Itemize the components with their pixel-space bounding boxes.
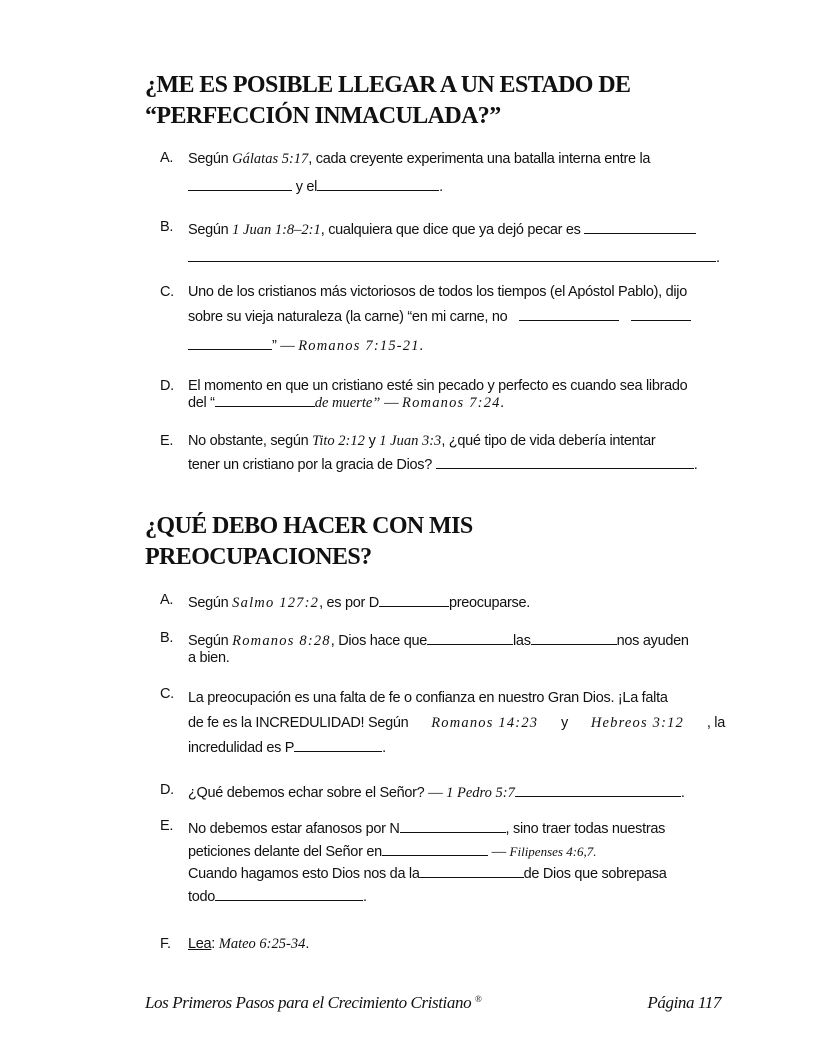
item-letter: D. [160,782,174,798]
question-2f: F. Lea: Mateo 6:25-34. [160,936,310,952]
item-letter: A. [160,592,174,608]
question-1b: B. Según 1 Juan 1:8–2:1, cualquiera que dice que ya dejó pecar es . [160,219,720,266]
answer-blank[interactable] [294,737,382,752]
footer-book-title: Los Primeros Pasos para el Crecimiento Cristiano ® [145,993,482,1012]
answer-blank[interactable] [188,335,272,350]
item-letter: E. [160,433,174,449]
answer-blank[interactable] [188,247,716,262]
answer-blank[interactable] [215,392,315,407]
scripture-reference: 1 Juan 3:3 [379,433,442,449]
item-letter: B. [160,219,174,235]
answer-blank[interactable] [382,841,488,856]
scripture-reference: Hebreos 3:12 [590,715,685,731]
item-letter: C. [160,686,174,702]
question-2b: B. Según Romanos 8:28, Dios hace que las nos ayuden a bien. [160,630,689,666]
section-2-title: ¿QUÉ DEBO HACER CON MIS PREOCUPACIONES? [145,513,473,570]
scripture-reference: Romanos 7:24. [402,395,506,411]
scripture-reference: Romanos 8:28 [232,633,331,649]
scripture-reference: Romanos 14:23 [431,715,539,731]
scripture-reference: 1 Juan 1:8–2:1 [232,222,321,238]
answer-blank[interactable] [188,176,292,191]
answer-blank[interactable] [531,630,617,645]
question-2e: E. No debemos estar afanosos por N , sino traer todas nuestras peticiones delante del Señor en — Filipenses 4:6,7. Cuando hagamos esto Dios nos da la de Dios que sobrepasa todo . [160,818,667,905]
scripture-reference: Romanos 7:15-21. [298,338,425,354]
scripture-reference: Salmo 127:2 [232,595,320,611]
answer-blank[interactable] [584,219,696,234]
answer-blank[interactable] [317,176,439,191]
scripture-reference: Gálatas 5:17 [232,151,309,167]
scripture-reference: Filipenses 4:6,7. [509,844,597,859]
question-2d: D. ¿Qué debemos echar sobre el Señor? — 1 Pedro 5:7 . [160,782,685,801]
registered-mark: ® [475,994,482,1004]
item-letter: B. [160,630,174,646]
scripture-reference: 1 Pedro 5:7 [446,785,515,801]
answer-blank[interactable] [515,782,681,797]
question-1e: E. No obstante, según Tito 2:12 y 1 Juan 3:3, ¿qué tipo de vida debería intentar tener un cristiano por la gracia de Dios? . [160,433,698,473]
question-1a: A. Según Gálatas 5:17, cada creyente experimenta una batalla interna entre la y el . [160,150,651,195]
section-1-title: ¿ME ES POSIBLE LLEGAR A UN ESTADO DE “PERFECCIÓN INMACULADA?” [145,72,631,129]
scripture-reference: Tito 2:12 [312,433,365,449]
answer-blank[interactable] [631,306,691,321]
answer-blank[interactable] [400,818,506,833]
answer-blank[interactable] [379,592,449,607]
item-letter: D. [160,378,174,394]
answer-blank[interactable] [519,306,619,321]
item-letter: C. [160,284,174,300]
scripture-reference: Mateo 6:25-34 [218,936,306,952]
question-2c: C. La preocupación es una falta de fe o confianza en nuestro Gran Dios. ¡La falta de fe es la INCREDULIDAD! Según Romanos 14:23 y Hebreos 3:12 , la incredulidad es P . [160,686,725,756]
item-letter: F. [160,936,171,952]
answer-blank[interactable] [215,886,363,901]
page-number: Página 117 [647,993,721,1012]
item-letter: E. [160,818,174,834]
answer-blank[interactable] [436,454,694,469]
answer-blank[interactable] [427,630,513,645]
answer-blank[interactable] [420,863,524,878]
question-2a: A. Según Salmo 127:2, es por D preocuparse. [160,592,530,611]
question-1c: C. Uno de los cristianos más victoriosos de todos los tiempos (el Apóstol Pablo), dijo sobre su vieja naturaleza (la carne) “en mi carne, no ” — Romanos 7:15-21. [160,284,725,355]
question-1d: D. El momento en que un cristiano esté sin pecado y perfecto es cuando sea librado del “ de muerte” — Romanos 7:24. [160,378,688,411]
item-letter: A. [160,150,174,166]
